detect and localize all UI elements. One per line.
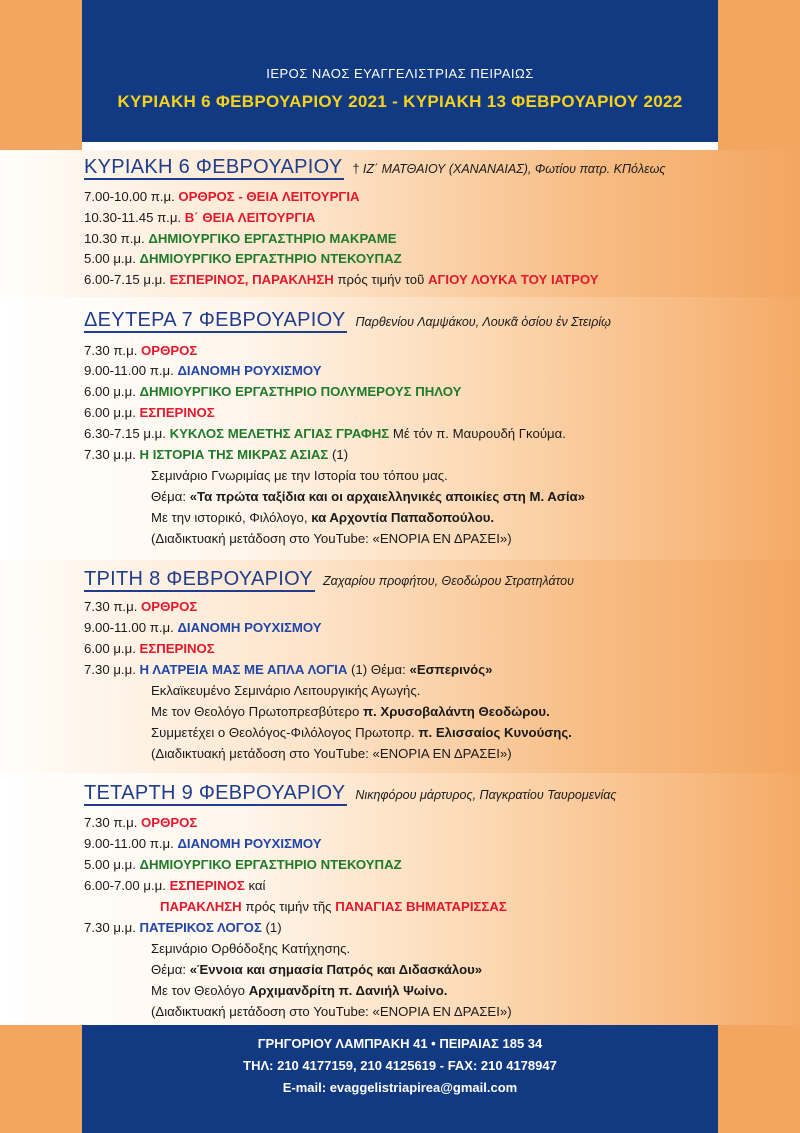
day2-note3: Με την ιστορικό, Φιλόλογο, κα Αρχοντία Παπαδοπούλου. [151, 510, 495, 525]
day4-heading [84, 782, 616, 806]
day2-saint: Παρθενίου Λαμψάκου, Λουκᾶ ὁσίου ἐν Στειρίῳ [355, 315, 611, 329]
day2-note4: (Διαδικτυακή μετάδοση στο YouTube: «ΕΝΟΡΙΑ ΕΝ ΔΡΑΣΕΙ») [151, 531, 512, 546]
day3-heading [84, 568, 574, 592]
day3-note3: Συμμετέχει ο Θεολόγος-Φιλόλογος Πρωτοπρ. π. Ελισσαίος Κυνούσης. [151, 725, 572, 740]
day1-line4: 5.00 μ.μ. ΔΗΜΙΟΥΡΓΙΚΟ ΕΡΓΑΣΤΗΡΙΟ ΝΤΕΚΟΥΠΑΖ [84, 251, 402, 266]
day3-line1: 7.30 π.μ. ΟΡΘΡΟΣ [84, 599, 198, 614]
day2-line4: 6.00 μ.μ. ΕΣΠΕΡΙΝΟΣ [84, 405, 215, 420]
day2-line6: 7.30 μ.μ. Η ΙΣΤΟΡΙΑ ΤΗΣ ΜΙΚΡΑΣ ΑΣΙΑΣ (1) [84, 447, 349, 462]
day1-line1: 7.00-10.00 π.μ. ΟΡΘΡΟΣ - ΘΕΙΑ ΛΕΙΤΟΥΡΓΙΑ [84, 189, 360, 204]
day3-note2: Με τον Θεολόγο Πρωτοπρεσβύτερο π. Χρυσοβαλάντη Θεοδώρου. [151, 704, 550, 719]
day1-line5: 6.00-7.15 μ.μ. ΕΣΠΕΡΙΝΟΣ, ΠΑΡΑΚΛΗΣΗ πρός τιμήν τοῦ ΑΓΙΟΥ ΛΟΥΚΑ ΤΟΥ ΙΑΤΡΟΥ [84, 272, 599, 287]
day3-line2: 9.00-11.00 π.μ. ΔΙΑΝΟΜΗ ΡΟΥΧΙΣΜΟΥ [84, 620, 322, 635]
day2-note1: Σεμινάριο Γνωριμίας με την Ιστορία του τόπου μας. [151, 468, 448, 483]
day2-line2: 9.00-11.00 π.μ. ΔΙΑΝΟΜΗ ΡΟΥΧΙΣΜΟΥ [84, 363, 322, 378]
day2-line1: 7.30 π.μ. ΟΡΘΡΟΣ [84, 343, 198, 358]
period-title: ΚΥΡΙΑΚΗ 6 ΦΕΒΡΟΥΑΡΙΟΥ 2021 - ΚΥΡΙΑΚΗ 13 ΦΕΒΡΟΥΑΡΙΟΥ 2022 [117, 92, 683, 111]
day4-note2: Θέμα: «Έννοια και σημασία Πατρός και Διδασκάλου» [151, 962, 483, 977]
church-name: ΙΕΡΟΣ ΝΑΟΣ ΕΥΑΓΓΕΛΙΣΤΡΙΑΣ ΠΕΙΡΑΙΩΣ [266, 66, 534, 81]
footer-phones: ΤΗΛ: 210 4177159, 210 4125619 - FAX: 210 4178947 [243, 1058, 557, 1073]
day4-note4: (Διαδικτυακή μετάδοση στο YouTube: «ΕΝΟΡΙΑ ΕΝ ΔΡΑΣΕΙ») [151, 1004, 512, 1019]
day1-title: ΚΥΡΙΑΚΗ 6 ΦΕΒΡΟΥΑΡΙΟΥ [84, 156, 343, 178]
day3-saint: Ζαχαρίου προφήτου, Θεοδώρου Στρατηλάτου [322, 574, 574, 588]
day4-line5: ΠΑΡΑΚΛΗΣΗ πρός τιμήν τῆς ΠΑΝΑΓΙΑΣ ΒΗΜΑΤΑΡΙΣΣΑΣ [160, 899, 507, 914]
day2-heading [84, 309, 611, 333]
day2-title: ΔΕΥΤΕΡΑ 7 ΦΕΒΡΟΥΑΡΙΟΥ [84, 309, 346, 331]
day4-saint: Νικηφόρου μάρτυρος, Παγκρατίου Ταυρομενίας [355, 788, 617, 802]
day2-line3: 6.00 μ.μ. ΔΗΜΙΟΥΡΓΙΚΟ ΕΡΓΑΣΤΗΡΙΟ ΠΟΛΥΜΕΡΟΥΣ ΠΗΛΟΥ [84, 384, 462, 399]
day2-note2: Θέμα: «Τα πρώτα ταξίδια και οι αρχαιελληνικές αποικίες στη Μ. Ασία» [151, 489, 585, 504]
day3-line3: 6.00 μ.μ. ΕΣΠΕΡΙΝΟΣ [84, 641, 215, 656]
header-banner [82, 0, 718, 142]
day4-line4: 6.00-7.00 μ.μ. ΕΣΠΕΡΙΝΟΣ καί [84, 878, 266, 893]
footer-contact [82, 1025, 718, 1133]
day1-line3: 10.30 π.μ. ΔΗΜΙΟΥΡΓΙΚΟ ΕΡΓΑΣΤΗΡΙΟ ΜΑΚΡΑΜΕ [84, 231, 397, 246]
day2-line5: 6.30-7.15 μ.μ. ΚΥΚΛΟΣ ΜΕΛΕΤΗΣ ΑΓΙΑΣ ΓΡΑΦΗΣ Μέ τόν π. Μαυρουδή Γκούμα. [84, 426, 566, 441]
day4-line2: 9.00-11.00 π.μ. ΔΙΑΝΟΜΗ ΡΟΥΧΙΣΜΟΥ [84, 836, 322, 851]
day3-title: ΤΡΙΤΗ 8 ΦΕΒΡΟΥΑΡΙΟΥ [84, 568, 313, 590]
day1-saint: † ΙΖ΄ ΜΑΤΘΑΙΟΥ (ΧΑΝΑΝΑΙΑΣ), Φωτίου πατρ. ΚΠόλεως [352, 162, 666, 176]
day3-line4: 7.30 μ.μ. Η ΛΑΤΡΕΙΑ ΜΑΣ ΜΕ ΑΠΛΑ ΛΟΓΙΑ (1) Θέμα: «Εσπερινός» [84, 662, 493, 677]
day4-title: ΤΕΤΑΡΤΗ 9 ΦΕΒΡΟΥΑΡΙΟΥ [84, 782, 346, 804]
day1-heading [84, 156, 665, 180]
day4-line1: 7.30 π.μ. ΟΡΘΡΟΣ [84, 815, 198, 830]
day4-line6: 7.30 μ.μ. ΠΑΤΕΡΙΚΟΣ ΛΟΓΟΣ (1) [84, 920, 282, 935]
day4-line3: 5.00 μ.μ. ΔΗΜΙΟΥΡΓΙΚΟ ΕΡΓΑΣΤΗΡΙΟ ΝΤΕΚΟΥΠΑΖ [84, 857, 402, 872]
day1-line2: 10.30-11.45 π.μ. Β΄ ΘΕΙΑ ΛΕΙΤΟΥΡΓΙΑ [84, 210, 316, 225]
footer-email[interactable]: E-mail: evaggelistriapirea@gmail.com [282, 1080, 518, 1095]
day4-note1: Σεμινάριο Ορθόδοξης Κατήχησης. [151, 941, 351, 956]
footer-address: ΓΡΗΓΟΡΙΟΥ ΛΑΜΠΡΑΚΗ 41 • ΠΕΙΡΑΙΑΣ 185 34 [257, 1036, 543, 1051]
day3-note1: Εκλαϊκευμένο Σεμινάριο Λειτουργικής Αγωγής. [151, 683, 421, 698]
day4-note3: Με τον Θεολόγο Αρχιμανδρίτη π. Δανιήλ Ψωίνο. [151, 983, 448, 998]
day3-note4: (Διαδικτυακή μετάδοση στο YouTube: «ΕΝΟΡΙΑ ΕΝ ΔΡΑΣΕΙ») [151, 746, 512, 761]
